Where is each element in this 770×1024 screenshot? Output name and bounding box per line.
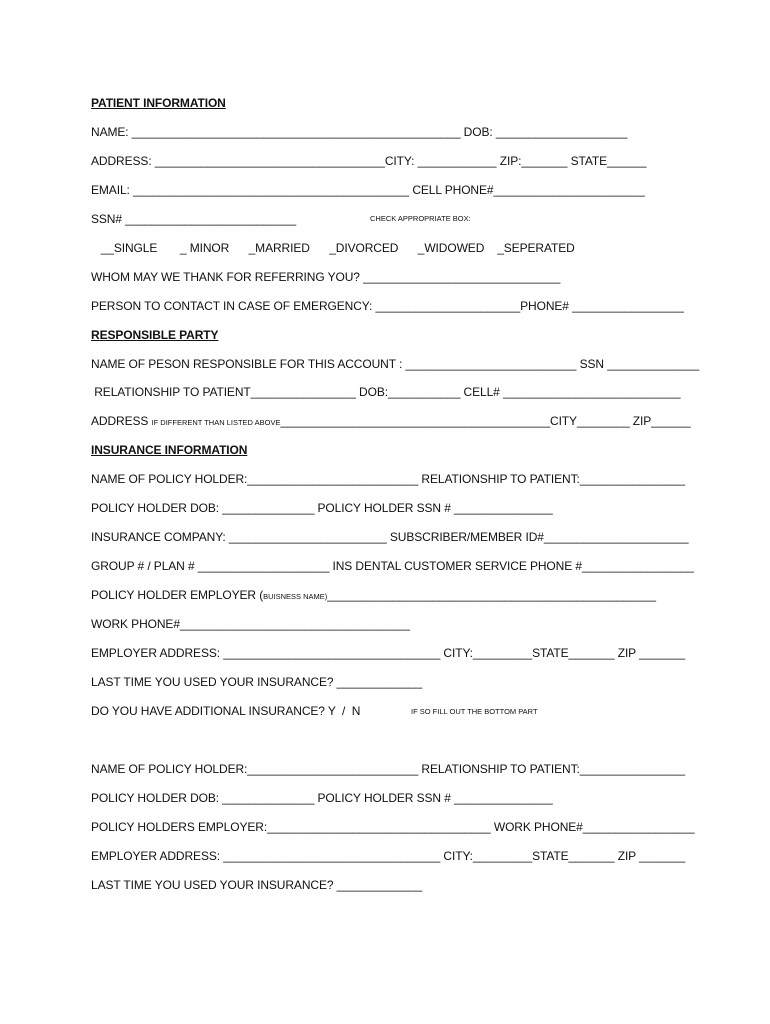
check-box-note: CHECK APPROPRIATE BOX: [370,214,471,223]
work-phone-field[interactable]: WORK PHONE#___________________________________ [91,617,410,631]
secondary-policy-holder-field[interactable]: NAME OF POLICY HOLDER:__________________________ RELATIONSHIP TO PATIENT:________________ [91,762,685,776]
responsible-name-field[interactable]: NAME OF PESON RESPONSIBLE FOR THIS ACCOUNT : __________________________ SSN ______________ [91,357,700,371]
address-label: ADDRESS [91,414,152,428]
additional-insurance-note: IF SO FILL OUT THE BOTTOM PART [411,707,538,716]
responsible-relationship-field[interactable]: RELATIONSHIP TO PATIENT________________ DOB:___________ CELL# ___________________________ [91,385,681,399]
secondary-holder-dob-field[interactable]: POLICY HOLDER DOB: ______________ POLICY HOLDER SSN # _______________ [91,791,553,805]
referral-field[interactable]: WHOM MAY WE THANK FOR REFERRING YOU? ______________________________ [91,270,561,284]
employer-address-field[interactable]: EMPLOYER ADDRESS: _________________________________ CITY:_________STATE_______ ZIP _______ [91,646,686,660]
group-plan-field[interactable]: GROUP # / PLAN # ____________________ INS DENTAL CUSTOMER SERVICE PHONE #_________________ [91,559,694,573]
secondary-employer-field[interactable]: POLICY HOLDERS EMPLOYER:__________________________________ WORK PHONE#_________________ [91,820,695,834]
secondary-employer-address-field[interactable]: EMPLOYER ADDRESS: _________________________________ CITY:_________STATE_______ ZIP _______ [91,849,686,863]
address-blank[interactable]: _________________________________________CITY________ ZIP______ [280,414,691,428]
patient-information-heading: PATIENT INFORMATION [91,96,226,110]
policy-holder-employer-field[interactable] [91,588,656,604]
patient-address-field[interactable]: ADDRESS: ___________________________________CITY: ____________ ZIP:_______ STATE______ [91,154,647,168]
employer-blank[interactable]: __________________________________________________ [327,588,656,602]
patient-name-field[interactable]: NAME: __________________________________________________ DOB: ____________________ [91,125,628,139]
responsible-address-field[interactable] [91,414,691,430]
employer-label: POLICY HOLDER EMPLOYER ( [91,588,264,602]
insurance-information-heading: INSURANCE INFORMATION [91,443,248,457]
emergency-contact-field[interactable]: PERSON TO CONTACT IN CASE OF EMERGENCY: ______________________PHONE# _________________ [91,299,684,313]
secondary-last-used-field[interactable]: LAST TIME YOU USED YOUR INSURANCE? _____________ [91,878,423,892]
employer-note: BUISNESS NAME) [263,592,328,601]
patient-email-field[interactable]: EMAIL: __________________________________________ CELL PHONE#_______________________ [91,183,645,197]
marital-status-options[interactable]: __SINGLE _ MINOR _MARRIED _DIVORCED _WIDOWED _SEPERATED [91,241,575,255]
additional-insurance-question[interactable]: DO YOU HAVE ADDITIONAL INSURANCE? Y / N [91,704,361,718]
last-used-insurance-field[interactable]: LAST TIME YOU USED YOUR INSURANCE? _____________ [91,675,423,689]
policy-holder-field[interactable]: NAME OF POLICY HOLDER:__________________________ RELATIONSHIP TO PATIENT:________________ [91,472,685,486]
patient-ssn-field[interactable]: SSN# __________________________ [91,212,297,226]
responsible-party-heading: RESPONSIBLE PARTY [91,328,219,342]
insurance-company-field[interactable]: INSURANCE COMPANY: ________________________ SUBSCRIBER/MEMBER ID#______________________ [91,530,689,544]
address-note: IF DIFFERENT THAN LISTED ABOVE [151,418,281,427]
policy-holder-dob-field[interactable]: POLICY HOLDER DOB: ______________ POLICY HOLDER SSN # _______________ [91,501,553,515]
